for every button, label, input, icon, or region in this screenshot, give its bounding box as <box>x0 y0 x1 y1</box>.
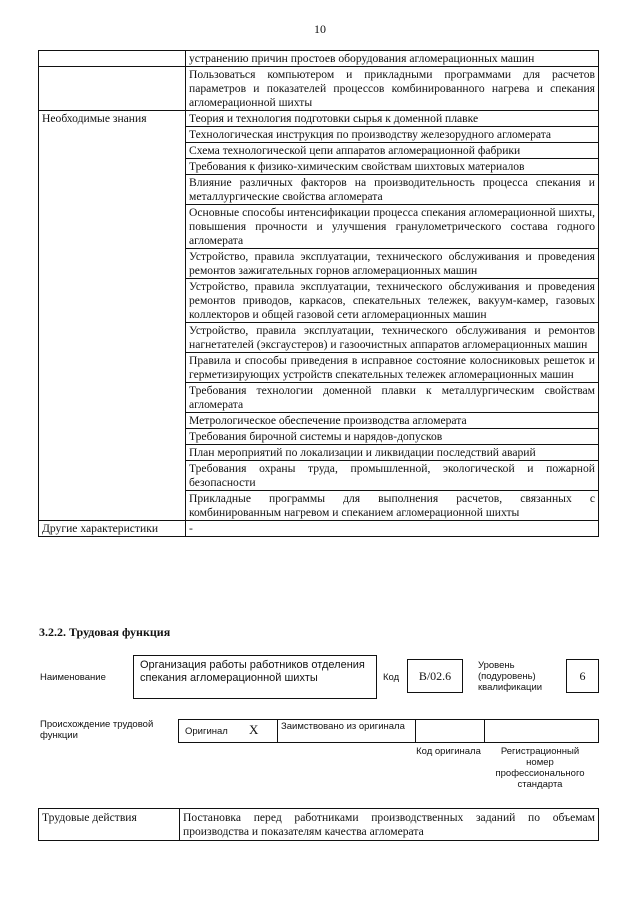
table-row <box>39 111 599 127</box>
knowledge-item: Влияние различных факторов на производительность процесса спекания и металлургические свойства агломерата <box>186 175 599 205</box>
knowledge-item: Устройство, правила эксплуатации, технического обслуживания и проведения ремонтов зажигательных горнов агломерационных машин <box>186 249 599 279</box>
knowledge-item: Требования охраны труда, промышленной, экологической и пожарной безопасности <box>186 461 599 491</box>
requirements-table <box>38 50 599 537</box>
knowledge-item: Прикладные программы для выполнения расчетов, связанных с комбинированным нагревом и спеканием агломерационной шихты <box>186 491 599 521</box>
other-label: Другие характеристики <box>39 521 186 537</box>
caption-code: Код оригинала <box>416 746 481 757</box>
knowledge-item: Теория и технология подготовки сырья к доменной плавке <box>186 111 599 127</box>
knowledge-label: Необходимые знания <box>39 111 186 521</box>
skill-item: Пользоваться компьютером и прикладными программами для расчетов параметров и показателей процессов комбинированного нагрева и спекания агломерационной шихты <box>186 67 599 111</box>
original-mark: X <box>249 722 259 737</box>
borrowed-label: Заимствовано из оригинала <box>281 721 405 732</box>
skill-item: устранению причин простоев оборудования агломерационных машин <box>186 51 599 67</box>
name-label: Наименование <box>40 672 106 683</box>
table-row <box>39 809 599 841</box>
section-heading: 3.2.2. Трудовая функция <box>39 625 171 639</box>
original-cell <box>179 720 278 742</box>
knowledge-item: Схема технологической цепи аппаратов агломерационной фабрики <box>186 143 599 159</box>
knowledge-item: Требования бирочной системы и нарядов-допусков <box>186 429 599 445</box>
actions-table <box>38 808 599 841</box>
empty-label-cell <box>39 67 186 111</box>
origin-row <box>178 719 599 743</box>
caption-registration: Регистрационный номер профессионального стандарта <box>495 746 585 790</box>
function-name-box: Организация работы работников отделения спекания агломерационной шихты <box>133 655 377 699</box>
knowledge-item: Требования технологии доменной плавки к металлургическим свойствам агломерата <box>186 383 599 413</box>
actions-text: Постановка перед работниками производственных заданий по объемам производства и показателям качества агломерата <box>180 809 599 841</box>
borrowed-cell <box>277 720 416 742</box>
knowledge-item: Технологическая инструкция по производству железорудного агломерата <box>186 127 599 143</box>
page-number: 10 <box>314 22 326 36</box>
original-code-cell <box>415 720 485 742</box>
knowledge-item: Устройство, правила эксплуатации, технического обслуживания и ремонтов нагнетателей (эксгаустеров) и газоочистных аппаратов агломерационных машин <box>186 323 599 353</box>
code-box: В/02.6 <box>407 659 463 693</box>
level-box: 6 <box>566 659 599 693</box>
actions-label: Трудовые действия <box>39 809 180 841</box>
original-label: Оригинал <box>185 726 228 737</box>
level-label: Уровень (подуровень) квалификации <box>478 660 543 693</box>
knowledge-item: Правила и способы приведения в исправное состояние колосниковых решеток и герметизирующих устройств спекательных тележек агломерационных машин <box>186 353 599 383</box>
other-value: - <box>186 521 599 537</box>
knowledge-item: Требования к физико-химическим свойствам шихтовых материалов <box>186 159 599 175</box>
knowledge-item: Устройство, правила эксплуатации, технического обслуживания и проведения ремонтов приводов, каркасов, спекательных тележек, вакуум-камер, газовых коллекторов и общей газовой сети агломерационных машин <box>186 279 599 323</box>
table-row <box>39 521 599 537</box>
table-row <box>39 51 599 67</box>
knowledge-item: Метрологическое обеспечение производства агломерата <box>186 413 599 429</box>
code-label: Код <box>383 672 400 683</box>
knowledge-item: Основные способы интенсификации процесса спекания агломерационной шихты, повышения прочности и улучшения гранулометрического состава годного агломерата <box>186 205 599 249</box>
registration-number-cell <box>484 720 598 742</box>
origin-label: Происхождение трудовой функции <box>40 719 154 741</box>
table-row <box>39 67 599 111</box>
knowledge-item: План мероприятий по локализации и ликвидации последствий аварий <box>186 445 599 461</box>
empty-label-cell <box>39 51 186 67</box>
